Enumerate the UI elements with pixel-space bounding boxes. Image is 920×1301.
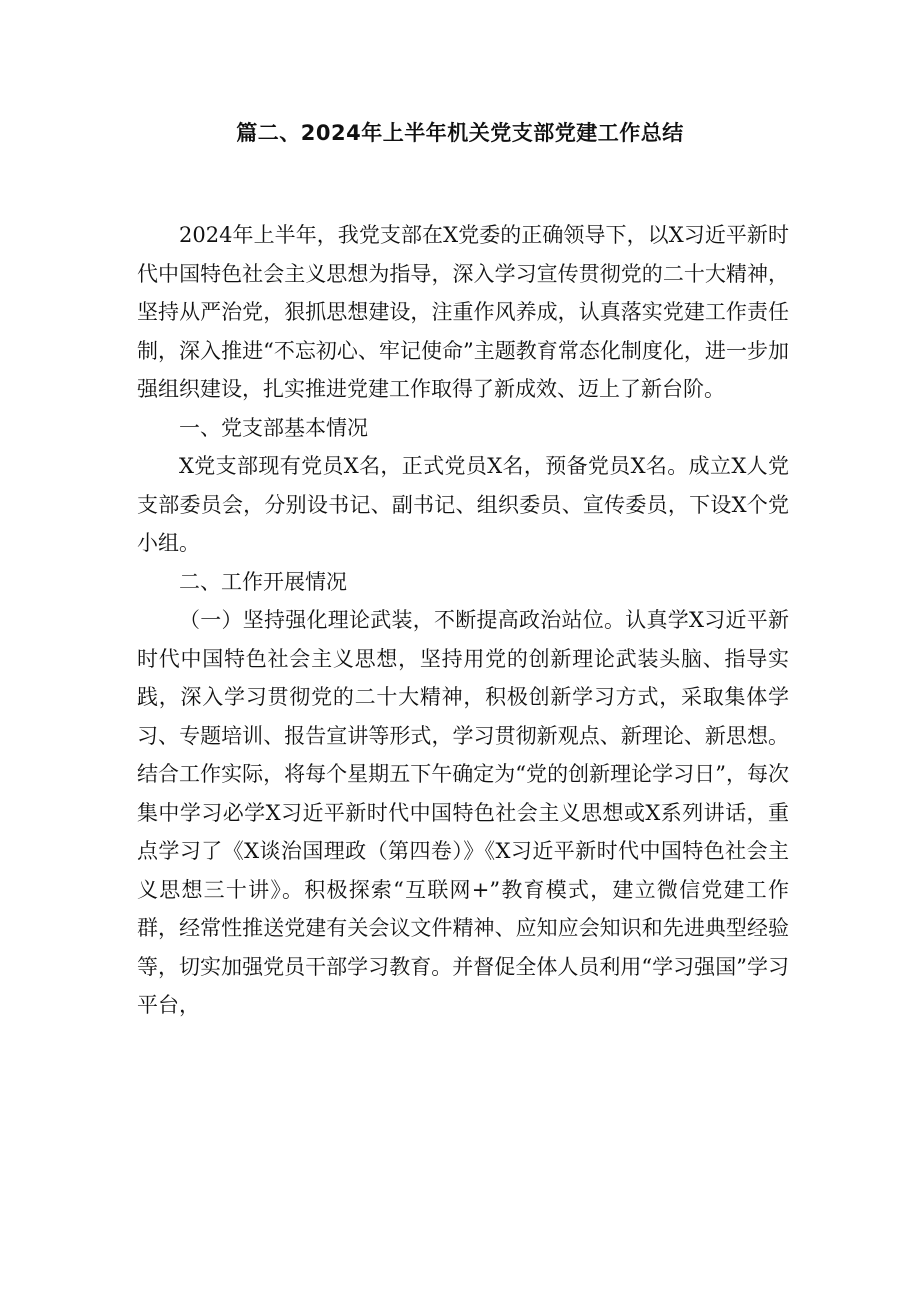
document-title: 篇二、2024年上半年机关党支部党建工作总结 [236, 121, 684, 145]
document-body [137, 216, 789, 1025]
intro-paragraph: 2024年上半年，我党支部在X党委的正确领导下，以X习近平新时代中国特色社会主义思想为指导，深入学习宣传贯彻党的二十大精神，坚持从严治党，狠抓思想建设，注重作风养成，认真落实党建工作责任制，深入推进“不忘初心、牢记使命”主题教育常态化制度化，进一步加强组织建设，扎实推进党建工作取得了新成效、迈上了新台阶。 [137, 223, 789, 401]
section-heading-work-progress: 二、工作开展情况 [179, 569, 347, 594]
basic-info-paragraph: X党支部现有党员X名，正式党员X名，预备党员X名。成立X人党支部委员会，分别设书记、副书记、组织委员、宣传委员，下设X个党小组。 [137, 454, 789, 555]
work-progress-paragraph: （一）坚持强化理论武装，不断提高政治站位。认真学X习近平新时代中国特色社会主义思想，坚持用党的创新理论武装头脑、指导实践，深入学习贯彻党的二十大精神，积极创新学习方式，采取集体学习、专题培训、报告宣讲等形式，学习贯彻新观点、新理论、新思想。结合工作实际，将每个星期五下午确定为“党的创新理论学习日”，每次集中学习必学X习近平新时代中国特色社会主义思想或X系列讲话，重点学习了《X谈治国理政（第四卷）》《X习近平新时代中国特色社会主义思想三十讲》。积极探索“互联网+”教育模式，建立微信党建工作群，经常性推送党建有关会议文件精神、应知应会知识和先进典型经验等，切实加强党员干部学习教育。并督促全体人员利用“学习强国”学习平台， [137, 608, 789, 1017]
section-heading-basic-info: 一、党支部基本情况 [179, 415, 368, 440]
